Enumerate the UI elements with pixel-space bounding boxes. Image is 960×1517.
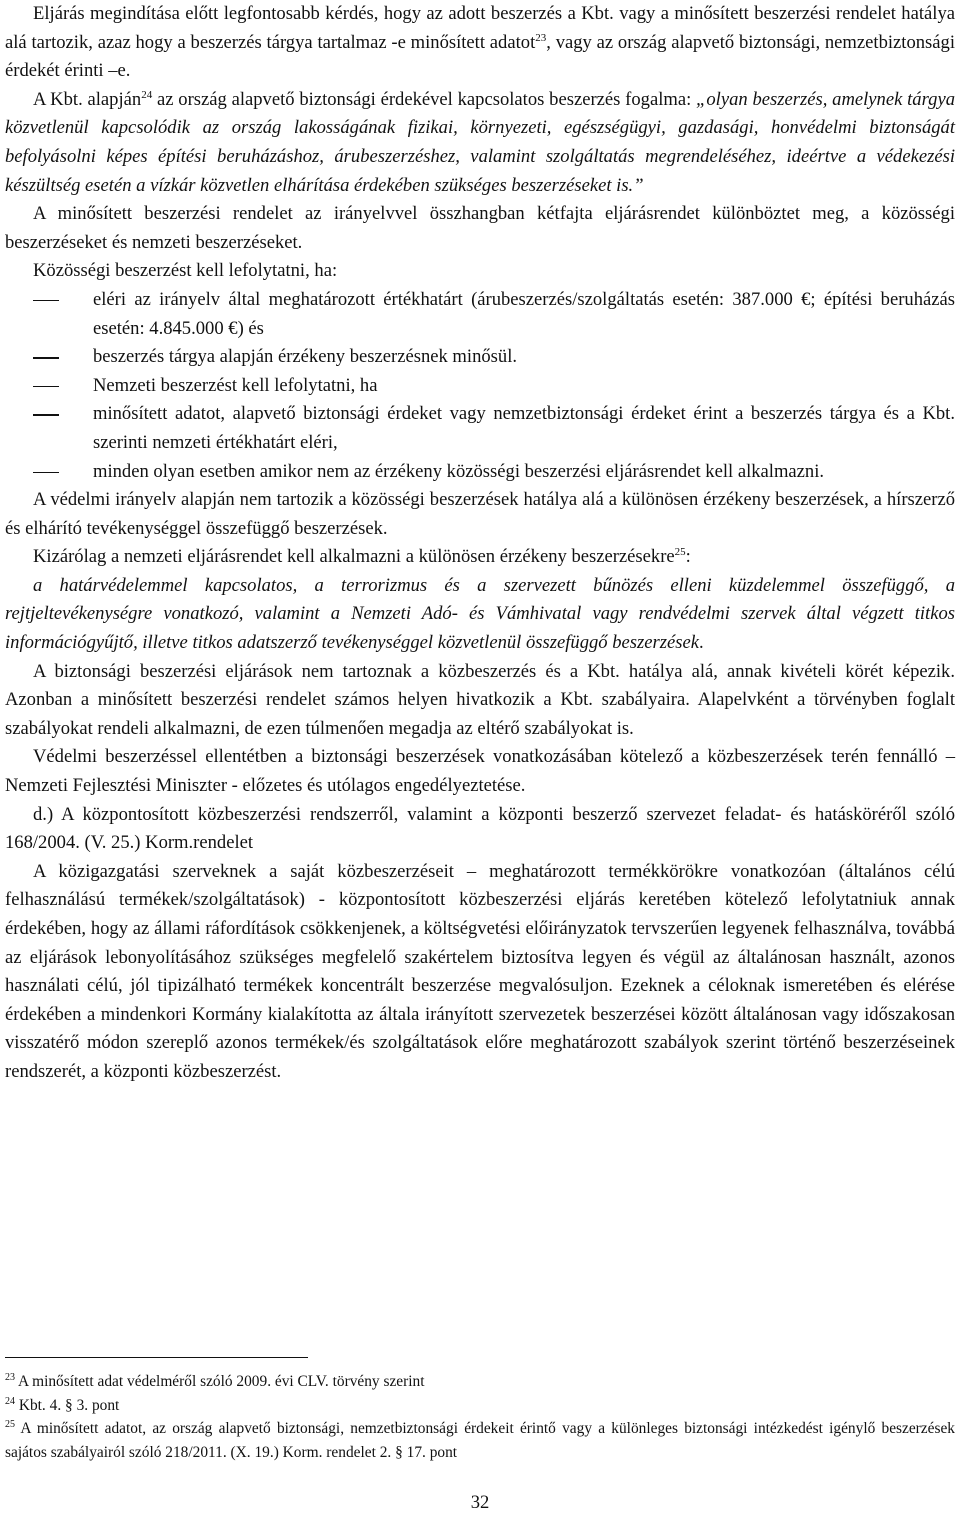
list-item: beszerzés tárgya alapján érzékeny beszerzésnek minősül. — [5, 343, 955, 372]
list-item: minden olyan esetben amikor nem az érzékeny közösségi beszerzési eljárásrendet kell alkalmazni. — [5, 458, 955, 487]
footnote-ref-24: 24 — [141, 88, 153, 101]
paragraph-procedures: A minősített beszerzési rendelet az irányelvvel összhangban kétfajta eljárásrendet különböztet meg, a közösségi beszerzéseket és nemzeti beszerzéseket. — [5, 203, 955, 253]
footnote-24: $^{24}$ Kbt. 4. § 3. pont — [5, 1395, 120, 1414]
definition-quote: „olyan beszerzés, amelynek tárgya közvetlenül kapcsolódik az ország lakosságának fizikai, környezeti, egészségügyi, gazdasági, honvédelmi biztonságát befolyásolni képes építési beruházáshoz, árubeszerzéshez, valamint szolgáltatás megrendeléséhez, ideértve a védekezési készültség esetén a vízkár közvetlen elhárítása érdekében szükséges beszerzéseket is.” — [5, 88, 955, 196]
footnote-ref-25: 25 — [674, 546, 686, 559]
paragraph-approval: Védelmi beszerzéssel ellentétben a biztonsági beszerzések vonatkozásában kötelező a közbeszerzések terén fennálló – Nemzeti Fejlesztési Miniszter - előzetes és utólagos engedélyeztetése. — [5, 746, 955, 797]
footnotes — [5, 1370, 955, 1464]
list-item: minősített adatot, alapvető biztonsági érdeket vagy nemzetbiztonsági érdeket érint a beszerzés tárgya és a Kbt. szerinti nemzeti értékhatárt eléri, — [5, 400, 955, 457]
paragraph-defence-directive: A védelmi irányelv alapján nem tartozik a közösségi beszerzések hatálya alá a különösen érzékeny beszerzések, a hírszerző és elhárító tevékenységgel összefüggő beszerzések. — [5, 489, 955, 539]
dash-bullet-icon — [33, 357, 59, 359]
dash-bullet-icon — [33, 414, 59, 416]
dash-bullet-icon — [33, 300, 59, 302]
page-number: 32 — [470, 1492, 490, 1513]
footnote-ref-23: 23 — [535, 31, 547, 44]
list-item: Nemzeti beszerzést kell lefolytatni, ha — [5, 372, 955, 401]
paragraph-intro: Eljárás megindítása előtt legfontosabb kérdés, hogy az adott beszerzés a Kbt. vagy a minősített beszerzési rendelet hatálya alá tartozik, azaz hogy a beszerzés tárgya tartalmaz -e minősített adatot$^{23}$, vagy az ország alapvető biztonsági, nemzetbiztonsági érdekét érinti –e. — [5, 3, 955, 82]
footnote-25: $^{25}$ A minősített adatot, az ország alapvető biztonsági, nemzetbiztonsági érdekeit érintő vagy a különleges biztonsági intézkedést igénylő beszerzések sajátos szabályairól szóló 218/2011. (X. 19.) Korm. rendelet 2. § 17. pont — [5, 1419, 955, 1461]
paragraph-sensitive-list: a határvédelemmel kapcsolatos, a terrorizmus és a szervezett bűnözés elleni küzdelemmel összefüggő, a rejtjeltevékenységre vonatkozó, valamint a Nemzeti Adó- és Vámhivatal vagy rendvédelmi szervek által végzett titkos információgyűjtő, illetve titkos adatszerző tevékenységgel közvetlenül összefüggő beszerzések. — [5, 574, 955, 654]
footnote-separator — [5, 1357, 308, 1358]
footnote-23: $^{23}$ A minősített adat védelméről szóló 2009. évi CLV. törvény szerint — [5, 1372, 425, 1390]
dash-bullet-icon — [33, 472, 59, 474]
paragraph-national-only: Kizárólag a nemzeti eljárásrendet kell alkalmazni a különösen érzékeny beszerzésekre$^{25}$: — [33, 546, 691, 568]
list-item: eléri az irányelv által meghatározott értékhatárt (árubeszerzés/szolgáltatás esetén: 387.000 €; építési beruházás esetén: 4.845.000 €) és — [5, 286, 955, 343]
paragraph-central-procurement: A közigazgatási szerveknek a saját közbeszerzéseit – meghatározott termékkörökre vonatkozóan (általános célú felhasználású termékek/szolgáltatások) - központosított közbeszerzési eljárás keretében kötelező lefolytatniuk annak érdekében, hogy az állami ráfordítások csökkenjenek, a költségvetési előirányzatok tervszerűen legyenek felhasználva, továbbá az eljárások lebonyolításához szükséges megfelelő szakértelem biztosítva legyen és végül az általánosan használt, azonos használati célú, jól tipizálható termékek koncentrált beszerzése megvalósuljon. Ezeknek a céloknak ismeretében és elérése érdekében a mindenkori Kormány kialakította az általa irányított szervezetek beszerzései között általánosan vagy időszakosan visszatérő módon szereplő azonos termékek/és szolgáltatások előre meghatározott szabályok szerint történő beszerzéseinek rendszerét, a központi közbeszerzést. — [5, 860, 955, 1082]
paragraph-community-procurement: Közösségi beszerzést kell lefolytatni, ha: — [33, 260, 338, 282]
section-heading-d: d.) A központosított közbeszerzési rendszerről, valamint a központi beszerző szervezet feladat- és hatásköréről szóló 168/2004. (V. 25.) Korm.rendelet — [5, 803, 955, 854]
paragraph-kbt-definition: A Kbt. alapján$^{24}$ az ország alapvető biztonsági érdekével kapcsolatos beszerzés fogalma: „olyan beszerzés, amelynek tárgya közvetlenül kapcsolódik az ország lakosságának fizikai, környezeti, egészségügyi, gazdasági, honvédelmi biztonságát befolyásolni képes építési beruházáshoz, árubeszerzéshez, valamint szolgáltatás megrendeléséhez, ideértve a védekezési készültség esetén a vízkár közvetlen elhárítása érdekében szükséges beszerzéseket is.” — [5, 88, 955, 196]
dash-bullet-icon — [33, 386, 59, 388]
paragraph-security-procedures: A biztonsági beszerzési eljárások nem tartoznak a közbeszerzés és a Kbt. hatálya alá, annak kivételi körét képezik. Azonban a minősített beszerzési rendelet számos helyen hivatkozik a Kbt. szabályaira. Alapelvként a törvényben foglalt szabályokat rendeli alkalmazni, de ezen túlmenően megadja az eltérő szabályokat is. — [5, 660, 955, 739]
page-body — [5, 0, 955, 1087]
